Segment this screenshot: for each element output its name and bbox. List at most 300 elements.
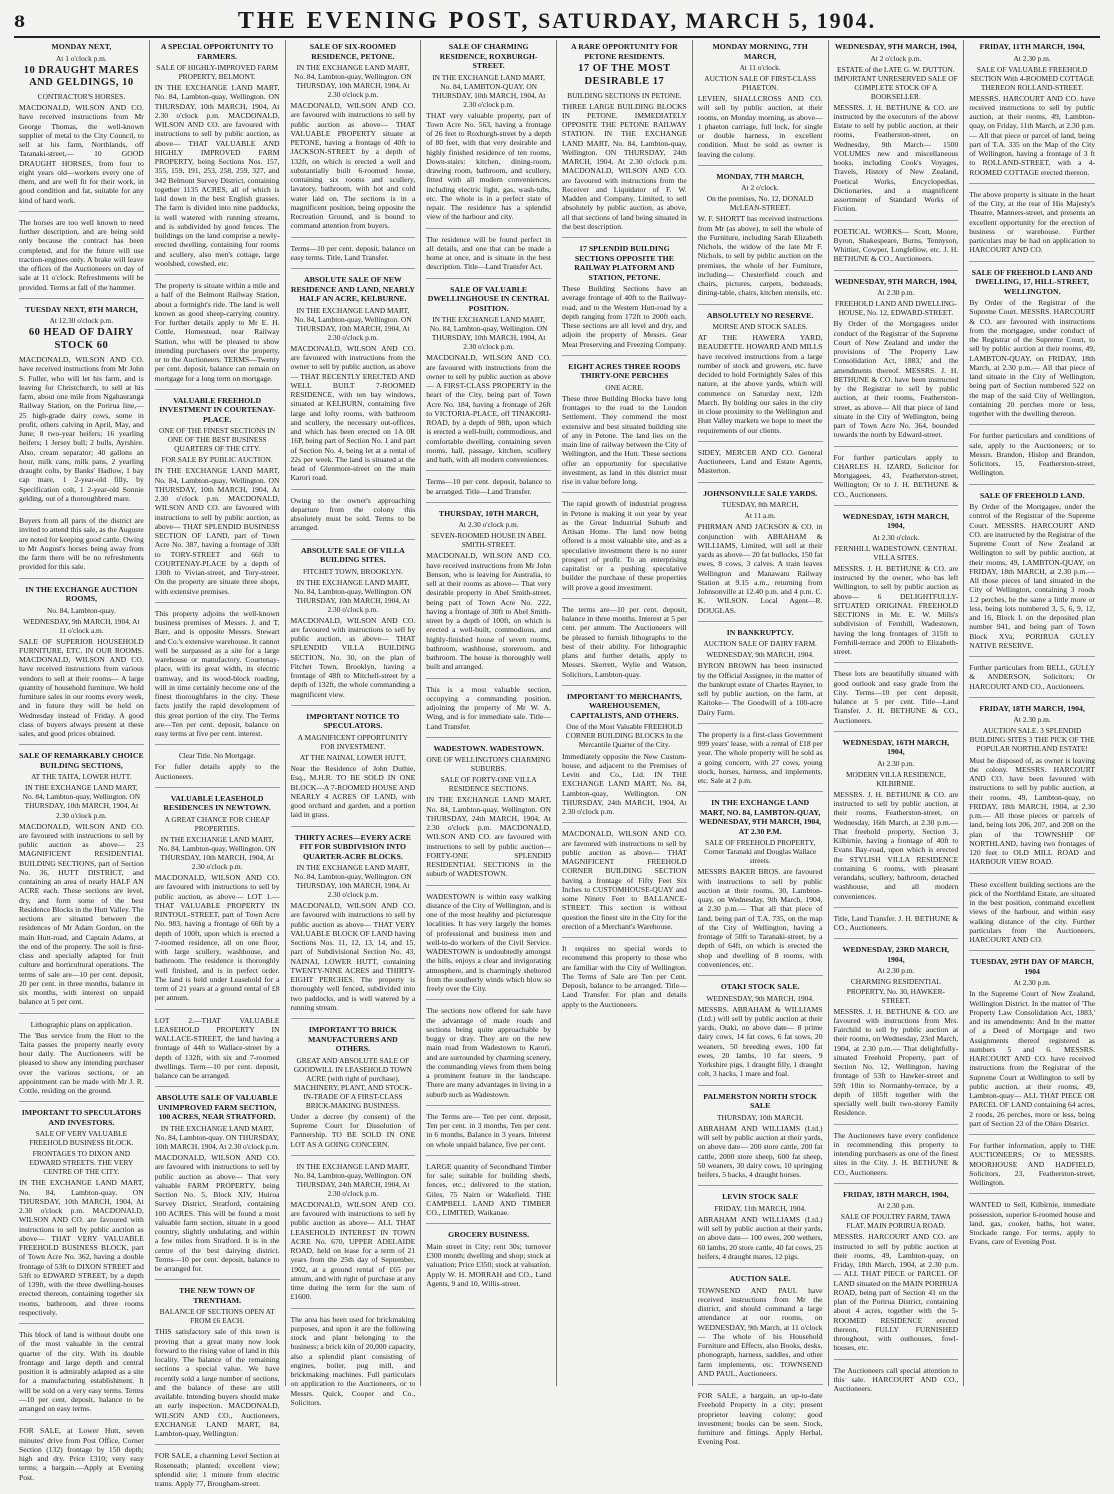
ad-subheading-secondary: On the premises, No. 12, DONALD McLEAN-STREET.: [706, 194, 814, 213]
ad-heading: WEDNESDAY, 16TH MARCH, 1904,: [842, 511, 950, 531]
ad-body: MACDONALD, WILSON AND CO. are favoured with instructions to sell by public auction as above— THAT VERY VALUABLE BLOCK OF LAND having Sections Nos. 11, 12, 13, 14, and 15, part of Subdivisional Section No. 43, NAINAI, LOWER HUTT, containing TWENTY-NINE ACRES and THIRTY-EIGHT PERCHES. The property is thoroughly well fenced, subdivided into two paddocks, and is well watered by a running stream.: [290, 901, 416, 1012]
ad-body: MESSRS. J. H. BETHUNE & CO. are favoured with instructions from Mrs. Fairchild to sell by public auction at their rooms, on Wednesday, 23rd March, 1904, at 2.30 p.m.— That delightfully-situated Freehold Property, part of Section No. 12, Wellington, having frontage of 53ft to Hawker-street and 59ft 10in to Normanby-terrace, by a depth of 105ft together with the specially well built two-storey Family Residence.: [833, 1006, 959, 1118]
advertisement: [834, 1366, 959, 1400]
ad-subheading: AT THE TAITA, LOWER HUTT.: [31, 772, 132, 782]
ad-subheading: At 1 o'clock p.m.: [55, 53, 107, 63]
advertisement: [19, 751, 144, 1013]
advertisement: [698, 489, 823, 622]
advertisement: [562, 362, 687, 494]
advertisement: [969, 704, 1095, 874]
advertisement: [969, 491, 1095, 658]
ad-heading: THURSDAY, 10TH MARCH,: [438, 508, 539, 518]
ad-subheading: Clear Title. No Mortgage.: [178, 751, 256, 761]
ad-body: Must be disposed of, as owner is leaving the colony. MESSRS. HARCOURT AND CO. have been favoured with instructions to sell by public auction, at their rooms, 49, Lambton-quay, on FRIDAY, 18th MARCH, 1904, at 2.30 p.m.— All those pieces or parcels of land, being lots 206, 207, and 208 on the plan of the TOWNSHIP OF NORTHLAND, having two frontages of 120 feet to OLD MILL ROAD and HARBOUR VIEW ROAD.: [969, 755, 1095, 867]
advertisement: [698, 42, 823, 166]
ad-subheading: One of the Most Valuable FREEHOLD CORNER BUILDING BLOCKS In the Mercantile Quarter of the City.: [565, 722, 684, 750]
advertisement: [291, 42, 416, 238]
ad-heading: FRIDAY, 11TH MARCH, 1904,: [979, 42, 1085, 51]
ad-body: The rapid growth of industrial progress in Petone is making it out year by year as the Great Industrial Suburb and Artisan Home. The land now being offered is a most valuable site, and as a speculative investment there is no surer prospect of profit. To an enterprising capitalist or a pushing speculative builder the purchase of these properties will prove a good investment.: [562, 499, 687, 592]
ad-heading: ABSOLUTE SALE OF NEW RESIDENCE AND LAND, NEARLY HALF AN ACRE, KELBURNE.: [290, 275, 415, 304]
ad-body: MESSRS. HARCOURT AND CO. have received instructions to sell by public auction, at their rooms, 49, Lambton-quay, on Friday, 11th March, at 2.30 p.m.— All that piece or parcel of land, being part of T.A. 335 on the Map of the City of Wellington, having a frontage of 3 ft to ROLLAND-STREET, with a 4-ROOMED COTTAGE erected thereon.: [969, 93, 1095, 177]
advertisement: [834, 669, 959, 732]
ad-subheading: GREAT AND ABSOLUTE SALE OF GOODWILL IN LEASEHOLD TOWN ACRE (with right of purchase), MACHINERY, PLANT, AND STOCK-IN-TRADE OF A FIRST-CLASS BRICK-MAKING BUSINESS.: [293, 1055, 413, 1110]
ad-body: It requires no special words to recommend this property to those who are familiar with the City of Wellington. The Terms of Sale are Ten per Cent. Deposit, balance to be arranged. Title—Land Transfer. For plan and details apply to the Auctioneers.: [562, 944, 687, 1009]
ad-body: POETICAL WORKS— Scott, Moore, Byron, Shakespeare, Burns, Tennyson, Whittier, Cowper, Longfellow, etc. J. H. BETHUNE & CO., Auctioneers.: [833, 226, 959, 264]
column-8: [964, 40, 1100, 1386]
advertisement: [834, 914, 959, 940]
advertisement: [969, 1200, 1095, 1252]
ad-body: The terms are—10 per cent. deposit, balance in three months. Interest at 5 per cent. per annum. The Auctioneers will be pleased to furnish lithographs to the best of their ability. For lithographic plans and further details, apply to Messrs. Skerrett, Wylie and Watson, Solicitors, Lambton-quay.: [562, 604, 687, 679]
ad-heading: WEDNESDAY, 16TH MARCH, 1904,: [842, 737, 950, 757]
ad-body: This is a most valuable section, occupying a commanding position, adjoining the property of Mr W. A. Wing, and is for immediate sale. Title—Land Transfer.: [426, 684, 551, 731]
ad-subheading: AUCTION SALE OF DAIRY FARM.: [703, 639, 817, 649]
advertisement: [291, 275, 416, 489]
ad-heading: IN THE EXCHANGE AUCTION ROOMS,: [25, 584, 138, 604]
ad-body: For further particulars and conditions of sale, apply to the Auctioneers; or to Messrs. Brandon, Hislop and Brandon, Solicitors, 15, Featherston-street, Wellington.: [969, 431, 1095, 478]
column-4: [421, 40, 557, 1386]
ad-subheading: A MAGNIFICENT OPPORTUNITY FOR INVESTMENT.: [297, 732, 409, 751]
advertisement: [834, 42, 959, 221]
ad-subheading: FITCHET TOWN, BROOKLYN.: [302, 566, 403, 576]
advertisement: [19, 218, 144, 299]
ad-body: WANTED to Sell, Kilbirnie, immediate possession, superior 6-roomed house and land, gas, cooker, baths, hot water, Stockade range. For terms, apply to Evans, care of Evening Post.: [969, 1200, 1095, 1247]
ad-body: IN THE EXCHANGE LAND MART, No. 84, Lambton-quay, Wellington. ON THURSDAY, 10th MARCH, 1904, At 2.30 o'clock p.m. MACDONALD, WILSON AND CO. are favoured with instructions to sell by public auction, as above— THAT SPLENDID BUSINESS SECTION OF LAND, part of Town Acre No. 387, having a frontage of 33ft to TORY-STREET and 66ft to COURTENAY-PLACE by a depth of 130ft to Vivian-street, and Tory-street. On the property are situate three shops, with extensive premises.: [154, 466, 280, 596]
ad-body: The 'Bus service from the Hutt to the Taita passes the property nearly every hour daily. The Auctioneers will be pleased to show any intending purchaser over the various sections, or an appointment can be made with Mr J. R. Cottle, residing on the ground.: [19, 1030, 144, 1096]
ad-body: This property adjoins the well-known business premises of Messrs. J. and T. Barr, and is opposite Messrs. Stewart and Co.'s extensive warehouse. It cannot well be surpassed as a site for a large warehouse or manufactory. Courtenay-place, with its great width, its electric tramway, and its wood-block roading, will in time certainly become one of the finest thoroughfares in the city. These facts justify the rapid development of this great portion of the city. The Terms are—Ten per cent. deposit, balance on easy terms at five per cent. interest.: [154, 608, 280, 739]
advertisement: [19, 1020, 144, 1103]
ad-body: FOR SALE, a bargain, an up-to-date Freehold Property in a city; present proprietor leaving colony; good investment; books can be seen. Stock, furniture and fittings. Apply Herbal, Evening Post.: [697, 1391, 823, 1447]
advertisement: [834, 277, 959, 447]
ad-body: FOR SALE, at Lower Hutt, seven minutes' drive from Post Office, Corner Section (132) frontage by 150 depth; high and dry. Price £310; very easy terms; a bargain.—Apply at Evening Post.: [19, 1426, 144, 1482]
ad-subheading-secondary: IN THE EXCHANGE LAND MART, No. 84, Lambton-quay, Wellington. ON THURSDAY, 10th MARCH, 1904, At 2.30 o'clock p.m.: [158, 835, 276, 872]
ad-body: MACDONALD, WILSON AND CO. are favoured with instructions to sell by public auction as above— THAT MAGNIFICENT FREEHOLD CORNER BUILDING SECTION having a frontage of Fifty Feet Six Inches to CUSTOMHOUSE-QUAY and some Ninety Feet to BALLANCE-STREET. This section is without question the finest site in the City for the erection of a Merchant's Warehouse.: [562, 829, 687, 931]
ad-body: Buyers from all parts of the district are invited to attend this sale, as the Auguste are noted for keeping good cattle. Owing to Mr August's horses being away from the farm there will be no refreshments provided for this sale.: [19, 516, 144, 572]
ad-subheading-secondary: ESTATE of the LATE G. W. DUTTON. IMPORTANT UNRESERVED SALE OF COMPLETE STOCK OF A BOOKSELLER.: [834, 64, 958, 101]
ad-heading: PALMERSTON NORTH STOCK SALE: [703, 1091, 817, 1111]
ad-subheading: At 2.30 p.m.: [877, 966, 915, 976]
advertisement: [19, 305, 144, 510]
ad-heading: LEVIN STOCK SALE: [722, 1192, 799, 1202]
ad-subheading-secondary: IN THE EXCHANGE LAND MART, No. 84, Lambton-quay, Wellington. ON THURSDAY, 24th MARCH, 1904, At 2.30 o'clock p.m.: [294, 1161, 412, 1198]
ad-heading: IMPORTANT TO BRICK MANUFACTURERS AND OTHERS.: [308, 1025, 398, 1054]
advertisement: [155, 396, 280, 603]
ad-body: LEVIEN, SHALLCROSS AND CO. will sell by public auction, at their rooms, on Monday morning, as above— 1 phaeton carriage, full lock, for single or double harness, in excellent condition. Must be sold as owner is leaving the colony.: [697, 94, 823, 159]
ad-subheading: At 2 o'clock p.m.: [870, 53, 922, 63]
ad-subheading: At 2.30 p.m.: [1013, 978, 1051, 988]
ad-body: MACDONALD, WILSON AND CO. are favoured with instructions to sell by public auction as above— THAT VALUABLE PROPERTY situate at PETONE, having a frontage of 40ft to JACKSON-STREET by a depth of 132ft, on which is erected a well and substantially built 6-roomed house, containing six rooms and scullery, lavatory, bathroom, with hot and cold water laid on. The sections is in a magnificent position, being opposite the Recreation Ground, and is bound to command attention from buyers.: [290, 101, 416, 231]
advertisement: [969, 880, 1095, 952]
ad-subheading-secondary: IN THE EXCHANGE LAND MART, No. 84, LAMBTON-QUAY. ON THURSDAY, 10th MARCH, 1904, At 2.30 o'clock p.m.: [431, 72, 546, 109]
advertisement: [155, 1451, 280, 1494]
ad-heading: SALE OF VALUABLE DWELLINGHOUSE IN CENTRAL POSITION.: [427, 284, 550, 313]
ad-body: These lots are beautifully situated with good outlook and easy grade from the City. Terms—10 per cent deposit, balance at 5 per cent. Title—Land Transfer. J. H. BETHUNE & CO., Auctioneers.: [833, 669, 959, 725]
advertisement: [698, 1391, 823, 1453]
advertisement: [969, 268, 1095, 426]
ad-subheading-secondary: At 11 a.m.: [744, 511, 776, 521]
ad-display-line: 10 DRAUGHT MARES AND GELDINGS, 10: [23, 64, 139, 89]
ad-subheading-secondary: CHARMING RESIDENTIAL PROPERTY, No. 30, HAWKER-STREET.: [846, 977, 945, 1005]
ad-body: THIS satisfactory sale of this town is proving that a great many now look forward to the rising value of land in this locality. The balance of the remaining sections a special value. We have recently sold a large number of sections, and the balance of these are still available. Intending buyers should make an early inspection. MACDONALD, WILSON AND CO., Auctioneers, EXCHANGE LAND MART, 84, Lambton-quay, Wellington.: [154, 1327, 280, 1439]
ad-subheading-secondary: FOR SALE BY PUBLIC AUCTION.: [161, 455, 273, 465]
ad-subheading: At 12.30 o'clock p.m.: [49, 316, 114, 326]
ad-body: Immediately opposite the New Custom-house, and adjacent to the Premises of Levin and Co., Ltd. IN THE EXCHANGE LAND MART, No. 84, Lambton-quay, Wellington. ON THURSDAY, 24th MARCH, 1904, At 2.30 o'clock p.m.: [562, 751, 687, 816]
ad-subheading-secondary: FREEHOLD LAND AND DWELLING-HOUSE, No. 12, EDWARD-STREET.: [835, 299, 957, 318]
advertisement: [155, 1093, 280, 1280]
ad-heading: VALUABLE LEASEHOLD RESIDENCES IN NEWTOWN.: [163, 793, 271, 813]
ad-body: The horses are too well known to need further description, and are being sold only because the contract has been completed, and for the future will use traction-engines only. A brake will leave the offices of the Auctioneers on day of sale at 11 o'clock. Refreshments will be provided. Terms at fall of the hammer.: [19, 217, 144, 292]
ad-subheading: At 2 o'clock.: [741, 183, 779, 193]
ad-subheading-secondary: WEDNESDAY, 9th MARCH, 1904, At 11 o'clock a.m.: [23, 616, 140, 635]
advertisement: [291, 546, 416, 706]
ad-subheading-secondary: ONE ACRE.: [605, 382, 644, 392]
ad-body: These Building Sections have an average frontage of 40ft to the Railway-road, and to the Western Hutt-road by a depth ranging from 172ft to 200ft each. These sections are all level and dry, and adjoin the property of Messrs. Gear Meat Preserving and Freezing Company.: [562, 284, 687, 349]
ad-subheading: At 2.30 p.m.: [877, 758, 915, 768]
advertisement: [698, 730, 823, 793]
ad-subheading-secondary: IN THE EXCHANGE LAND MART, No. 84, Lambton-quay, Wellington. ON THURSDAY, 10th MARCH, 1904, At 2.30 o'clock p.m.: [294, 577, 412, 614]
ad-body: The area has been used for brickmaking purposes, and upon it are the following stock and plant belonging to the business; a brick kiln of 20,000 capacity, also a splendid plant consisting of engines, boiler, pug mill, and brickmaking machines. Full particulars on application to the Auctioneers, or to Messrs. Quick, Cooper and Co., Solicitors.: [290, 1314, 416, 1407]
ad-body: MACDONALD, WILSON AND CO. are favoured with instructions to sell by public auction, as above— THAT SPLENDID VILLA BUILDING SECTION, No. 30, on the plan of Fitchet Town, Brooklyn, having a frontage of 48ft to Mitchell-street by a depth of 132ft, the whole commanding a magnificent view.: [290, 615, 416, 699]
advertisement: [562, 499, 687, 599]
advertisement: [426, 235, 551, 279]
ad-heading: MONDAY NEXT,: [51, 42, 112, 51]
ad-heading: AUCTION SALE.: [729, 1274, 791, 1284]
ad-body: SIDEY, MERCER AND CO. General Auctioneers, Land and Estate Agents, Masterton.: [697, 447, 823, 476]
ad-heading: IMPORTANT TO SPECULATORS AND INVESTORS.: [21, 1108, 142, 1127]
advertisement: [19, 1108, 144, 1324]
ad-heading: OTAKI STOCK SALE.: [720, 982, 800, 992]
ad-body: AT THE HAWERA YARD, BEAUDETTE. HOWARD AND MILLS have received instructions from a large number of stock and growers, etc. have decided to hold Fortnightly Sales of this nature, at the above yards, which will commence on Saturday next, 12th March. By holding our sales in the city in close proximity to the Wellington and Hutt Valley markets we hope to meet the requirements of our clients.: [697, 333, 823, 435]
ad-body: For fuller details apply to the Auctioneers.: [154, 762, 280, 781]
ad-subheading-secondary: AUCTION SALE OF FIRST-CLASS PHAETON.: [704, 74, 816, 93]
advertisement: [834, 1131, 959, 1184]
ad-body: LARGE quantity of Secondhand Timber for sale; suitable for building sheds, fences, etc.; delivered to the station, Giles, 75 Nairn or Wakefield. THE CAMPBELL LAND AND TIMBER CO., LIMITED, Waikanae.: [426, 1161, 551, 1218]
ad-body: MACDONALD, WILSON AND CO. are favoured with instructions to sell by public auction, as above— LOT 1.—THAT VALUABLE PROPERTY IN RINTOUL-STREET, part of Town Acre No. 983, having a frontage of 66ft by a depth of 100ft, upon which is erected a 7-roomed residence, all on one floor, with large scullery, washhouse, and bathroom. The residence is thoroughly well finished, and is in perfect order. The land is held under Leasehold for a term of 21 years at a ground rental of £8 per annum.: [154, 873, 280, 1003]
ad-subheading-secondary: MODERN VILLA RESIDENCE, KILBIRNIE.: [845, 769, 946, 788]
ad-body: BYRON BROWN has been instructed by the Official Assignee, in the matter of the bankrupt estate of Charles Rayner, to sell by public auction, on the farm, at Kaitoke— The Goodwill of a 100-acre Dairy Farm.: [697, 661, 823, 717]
ad-body: IN THE EXCHANGE LAND MART, No. 84, Lambton-quay. ON THURSDAY, 10th MARCH, 1904, At 2.30 o'clock p.m. MACDONALD, WILSON AND CO. are favoured with instructions to sell by public auction as above— THAT VERY VALUABLE FREEHOLD BUSINESS BLOCK, part of Town Acre No. 362, having a double frontage of 53ft to DIXON STREET and 53ft to EDWARD STREET, by a depth of 139ft, with the three dwelling-houses erected thereon, containing together six rooms, bathroom, and three rooms respectively.: [19, 1178, 144, 1317]
ad-subheading-secondary: SALE OF FREEHOLD PROPERTY, Corner Taranaki and Douglas Wallace streets.: [703, 838, 817, 866]
advertisement: [698, 1192, 823, 1268]
ad-body: Terms—10 per cent. deposit, balance on easy terms. Title, Land Transfer.: [290, 243, 416, 262]
ad-body: THREE LARGE BUILDING BLOCKS IN PETONE. IMMEDIATELY OPPOSITE THE PETONE RAILWAY STATION. IN THE EXCHANGE LAND MART, No. 84, Lambton-quay, Wellington. ON THURSDAY, 24th MARCH, 1904, At 2.30 o'clock p.m. MACDONALD, WILSON AND CO. are favoured with instructions from the Receiver and Liquidator of F. W. Madden and Company, Limited, to sell absolutely by public auction, as above, all that sections of land being situated in the best description.: [562, 101, 687, 231]
advertisement: [155, 42, 280, 275]
advertisement: [426, 1112, 551, 1156]
page-number: 8: [14, 11, 26, 31]
ad-body: IN THE EXCHANGE LAND MART, No. 84, Lambton-quay, Wellington. ON THURSDAY, 10th MARCH, 1904, At 2.30 o'clock p.m. MACDONALD, WILSON AND CO. are favoured with instructions to sell by public auction, as above— THAT VALUABLE AND HIGHLY IMPROVED FARM PROPERTY, being Sections Nos. 157, 355, 159, 191, 253, 258, 259, 327, and 342 Belmont Survey District, containing together 1135 ACRES, all of which is laid down in the best English grasses. The farm is divided into nine paddocks, is well watered with running streams, and is subdivided by good fences. The buildings on the land comprise a newly-erected dwelling, containing four rooms and scullery, also men's cottage, large woolshed, cowshed, etc.: [154, 83, 280, 268]
ad-body: MESSRS BAKER BROS. are favoured with instructions to sell by public auction at their rooms, 30, Lambton-quay, on Wednesday, 9th March, 1904, at 2.30 p.m.— That all that piece of land, being part of T.A. 735, on the map of the City of Wellington, having a frontage of 50ft to Taranaki-street, by a depth of 64ft, on which is erected the shop and dwelling of 8 rooms, with conveniences, etc.: [697, 867, 823, 969]
ad-body: The Terms are— Ten per cent. deposit, Ten per cent. in 3 months, Ten per cent. in 6 months, Balance in 3 years. Interest on whole unpaid balance, five per cent.: [426, 1111, 551, 1149]
advertisement: [698, 1092, 823, 1187]
ad-display-line: 60 HEAD OF DAIRY STOCK 60: [28, 327, 134, 352]
ad-body: MACDONALD, WILSON AND CO. are favoured with instructions to sell by public auction as above— 23 MAGNIFICENT RESIDENTIAL BUILDING SECTIONS, part of Section No. 36, HUTT DISTRICT, and containing an area of nearly HALF AN ACRE each. These sections are level, dry, and form some of the best Residence Blocks in the Hutt Valley. The sections are situated between the residences of Mr Adam Gordon, on the main Hutt-road, and Captain Adams, at the end of the property. The soil is first-class and specially adapted for fruit culture and horticultural operations. The terms of sale are—10 per cent. deposit, 20 per cent. in three months, balance in six months, with interest on unpaid balance at 5 per cent.: [19, 821, 144, 1007]
ad-subheading: TUESDAY, 8th MARCH,: [721, 500, 799, 510]
ad-heading: IN BANKRUPTCY.: [726, 627, 794, 637]
advertisement: [426, 285, 551, 472]
ad-subheading: FRIDAY, 11th MARCH, 1904.: [714, 1203, 806, 1213]
ad-heading: MONDAY MORNING, 7TH MARCH,: [712, 42, 808, 61]
ad-subheading: At 2.30 p.m.: [1013, 53, 1051, 63]
column-2: [150, 40, 286, 1489]
advertisement: [19, 585, 144, 746]
advertisement: [698, 628, 823, 724]
ad-heading: WADESTOWN. WADESTOWN.: [433, 743, 544, 753]
ad-heading: SALE OF SIX-ROOMED RESIDENCE, PETONE.: [309, 42, 397, 61]
ad-body: Further particulars from BELL, GULLY & ANDERSON, Solicitors; Or HARCOURT AND CO., Auctioneers.: [969, 663, 1095, 691]
ad-heading: A RARE OPPORTUNITY FOR PETONE RESIDENTS.: [571, 42, 678, 61]
ad-body: The Auctioneers call special attention to this sale. HARCOURT AND CO., Auctioneers.: [833, 1365, 959, 1394]
ad-body: WADESTOWN is within easy walking distance of the City of Wellington, and is one of the most healthy and picturesque localities. It has very largely the homes of professional and business men and well-to-do workers of the Civil Service. WADESTOWN is undoubtedly amongst the hills, enjoys a clear and invigorating atmosphere, and is charmingly sheltered from the southerly winds which blow so freely over the City.: [426, 891, 551, 994]
ad-body: MACDONALD, WILSON AND CO. are favoured with instructions to sell by public auction as above— That very valuable FARM PROPERTY, being Section No. 5, Block XIV, Huiroa Survey District, Stratford, containing 100 ACRES. This will be found a most valuable farm section, situate in a good country, slightly undulating, and within a few miles from Stratford. It is in the centre of the best dairying district. Terms—10 per cent. deposit, balance to be arranged for.: [154, 1153, 280, 1273]
advertisement: [426, 892, 551, 1001]
column-1: [14, 40, 150, 1482]
ad-body: By Order of the Mortgagees under conduct of the Registrar of the Supreme Court of New Zealand and under the provisions of 'The Property Law Consolidation Act, 1883,' and the amendments thereof. MESSRS. J. H. BETHUNE & CO. have been instructed by the Registrar to sell by public auction, at their rooms, Featherston-street, as above— All that piece of land situate in the City of Wellington, being part of Town Acre No. 364, bounded towards the north by Edward-street.: [833, 319, 959, 440]
ad-subheading-secondary: IN THE EXCHANGE LAND MART, No. 84, Lambton-quay, Wellington. ON THURSDAY, 10th MARCH, 1904, At 2.30 o'clock p.m.: [294, 863, 412, 900]
masthead: [14, 6, 1100, 38]
ad-subheading-secondary: FRONTAGES TO DIXON AND EDWARD STREETS. THE VERY CENTRE OF THE CITY.: [29, 1149, 134, 1177]
ad-heading: JOHNSONVILLE SALE YARDS.: [703, 488, 818, 498]
ad-body: MESSRS. J. H. BETHUNE & CO. are instructed to sell by public auction, at their rooms, Featherston-street, on Wednesday, 16th March, at 2.30 p.m.— That freehold property, Section 3, Kilbirnie, having a frontage of 40ft to Evans Bay-road, upon which is erected the STYLISH VILLA RESIDENCE containing 6 rooms, with pleasant verandahs, scullery, bathroom, detached washhouse, and all modern conveniences.: [833, 789, 959, 901]
advertisement: [834, 227, 959, 271]
advertisement: [291, 833, 416, 1020]
advertisement: [562, 42, 687, 238]
advertisement: [291, 1315, 416, 1414]
advertisement: [291, 1025, 416, 1156]
ad-body: ABRAHAM AND WILLIAMS (Ltd.) will sell by public auction at their yards, on above date— 100 ewes, 200 wethers, 60 lambs, 20 store cattle, 40 fat cows, 25 heifers, 4 draught mares, 12 pigs.: [697, 1214, 823, 1261]
ad-heading: SALE OF FREEHOLD LAND.: [979, 490, 1085, 500]
ad-heading: WEDNESDAY, 9TH MARCH, 1904,: [834, 276, 957, 286]
advertisement: [291, 244, 416, 270]
ad-body: MACDONALD, WILSON AND CO. have received instructions from Mr George Thomas, the well-known supplier of metal to the City Council, to sell at his farm, Northlands, off Taranaki-street,— 10 GOOD DRAUGHT HORSES, from four to eight years old—workers every one of them, and are well fit for their work, in good condition and fat, suitable for any kind of hard work.: [19, 103, 144, 205]
advertisement: [426, 744, 551, 886]
ad-body: The Auctioneers have every confidence in recommending this property to intending purchasers as one of the finest sites in the City. J. H. BETHUNE & CO., Auctioneers.: [833, 1130, 959, 1177]
ad-body: The sections now offered for sale have the advantage of made roads and sections being quite approachable by buggy or dray. They are on the new main road from Wadestown to Karori, and are surrounded by charming scenery, the commanding views from them being a prominent feature in the landscape. There are many advantages in living in a suburb such as Wadestown.: [426, 1006, 552, 1099]
ad-body: MESSRS. J. H. BETHUNE & CO. are instructed by the executors of the above Estate to sell by public auction, at their rooms, Featherston-street, on Wednesday, 9th March— 1500 VOLUMES new and miscellaneous books, including Cook's Voyages, Travels, History of New Zealand, Poetical Works, Encyclopedias, Dictionaries, and a magnificent assortment of Standard Works of Fiction.: [833, 102, 959, 214]
ad-body: These three Building Blocks have long frontages to the road to the Loudon Settlement. They commend the most extensive and best situated building site of any in Petone. The land lies on the main line of railway between the City of Wellington, and the Hutt. These sections offer an opportunity for speculative investment, as land in this district must rise in value before long.: [562, 393, 687, 487]
ad-body: MACDONALD, WILSON AND CO. are favoured with instructions from the owner to sell by public auction, as above— THAT RECENTLY ERECTED AND WELL BUILT 7-ROOMED RESIDENCE, with ten bay windows, situated at KELBURN, containing five large and lofty rooms, with bathroom and scullery, the necessary out-offices, and which has been erected on 1A 0R 16P, being part of Section No. 1 and part of Section No. 4, being let at a rental of 22s per week. The land is situated at the head of Glenmore-street on the main Karori road.: [290, 343, 416, 483]
advertisement: [969, 663, 1095, 698]
ad-heading: THE NEW TOWN OF TRENTHAM.: [179, 1286, 256, 1305]
ad-heading: THIRTY ACRES—EVERY ACRE FIT FOR SUBDIVISION INTO QUARTER-ACRE BLOCKS.: [294, 832, 412, 861]
advertisement: [426, 1006, 551, 1106]
ad-subheading-secondary: IN THE EXCHANGE LAND MART, No. 84, Lambton-quay, Wellington. ON THURSDAY, 10th MARCH, 1904, At 2.30 o'clock p.m.: [22, 783, 141, 820]
advertisement: [291, 496, 416, 540]
ad-body: Under a decree (by consent) of the Supreme Court for Dissolution of Partnership. TO BE SOLD IN ONE LOT AS A GOING CONCERN.: [290, 1111, 416, 1149]
ad-subheading: SALE OF VERY VALUABLE FREEHOLD BUSINESS BLOCK.: [29, 1129, 134, 1148]
ad-subheading-secondary: IN THE EXCHANGE LAND MART, No. 84, Lambton-quay, Wellington. ON THURSDAY, 10th MARCH, 1904, At 2.30 o'clock p.m.: [294, 305, 412, 342]
advertisement: [698, 172, 823, 305]
ad-heading: ABSOLUTE SALE OF VILLA BUILDING SITES.: [300, 545, 405, 564]
ad-subheading-secondary: SALE OF HIGHLY-IMPROVED FARM PROPERTY, BELMONT.: [156, 63, 278, 82]
ad-body: IN THE EXCHANGE LAND MART, No. 84, Lambton-quay, Wellington. ON THURSDAY, 24th MARCH, 1904, At 2.30 o'clock p.m. MACDONALD, WILSON AND CO. are favoured with instructions to sell by public auction— FORTY-ONE SPLENDID RESIDENTIAL SECTIONS in the suburb of WADESTOWN.: [426, 795, 551, 879]
ad-subheading: THURSDAY, 10th MARCH.: [717, 1112, 804, 1122]
ad-body: For further particulars apply to CHARLES H. IZARD, Solicitor for Mortgagees, 43, Featherston-street, Wellington; Or to J. H. BETHUNE & CO., Auctioneers.: [833, 452, 959, 499]
ad-heading: EIGHT ACRES THREE ROODS THIRTY-ONE PERCHES: [568, 361, 681, 381]
advertisement: [969, 42, 1095, 184]
ad-heading: SALE OF REMARKABLY CHOICE BUILDING SECTIONS,: [19, 751, 144, 770]
ad-heading: A SPECIAL OPPORTUNITY TO FARMERS.: [160, 42, 274, 61]
ad-heading: SALE OF CHARMING RESIDENCE, ROXBURGH-STREET.: [439, 42, 538, 70]
ad-heading: 17 SPLENDID BUILDING SECTIONS OPPOSITE THE RAILWAY PLATFORM AND STATION, PETONE.: [574, 244, 675, 282]
advertisement: [562, 692, 687, 823]
ad-subheading-secondary: SEVEN-ROOMED HOUSE IN ABEL SMITH-STREET.: [431, 531, 547, 550]
ad-body: TOWNSEND AND PAUL have received instructions from Mr the district, and should command a large attendance at our rooms, on WEDNESDAY, 9th March, at 11 o'clock— The whole of his Household Furniture and Effects, also Books, desks, phonograph, harness, saddles, and other farm implements, etc. TOWNSEND AND PAUL, Auctioneers.: [697, 1285, 823, 1378]
advertisement: [969, 190, 1095, 262]
advertisement: [969, 957, 1095, 1135]
ad-subheading-secondary: BUILDING SECTIONS IN PETONE.: [567, 90, 682, 100]
ad-subheading-secondary: SALE OF FORTY-ONE VILLA RESIDENCE SECTIONS.: [440, 775, 537, 794]
ad-body: FOR SALE, a charming Level Section at Roseneath; planted; excellent view; splendid site; 1 minute from electric trams. Apply 77, Brougham-street.: [154, 1451, 280, 1489]
advertisement: [19, 516, 144, 579]
advertisement: [155, 281, 280, 390]
ad-subheading: At 2.30 o'clock p.m.: [458, 520, 519, 530]
ad-subheading: At 2.30 p.m.: [877, 1201, 915, 1211]
column-3: [286, 40, 422, 1407]
ad-body: THAT very valuable property, part of Town Acre No. 563, having a frontage of 26 feet to Roxburgh-street by a depth of 80 feet, with that very desirable and highly finished residence of ten rooms, Down-stairs: kitchen, dining-room, drawing room, bathroom, and scullery, fitted with all modern conveniences, including electric light, gas, wash-tubs, etc. The whole is in a perfect state of repair. The residence has a splendid view of the harbour and city.: [426, 110, 551, 222]
ad-subheading: BALANCE OF SECTIONS OPEN AT FROM £6 EACH.: [159, 1307, 275, 1326]
ad-body: MACDONALD, WILSON AND CO. are favoured with instructions to sell by public auction as above— ALL THAT LEASEHOLD INTEREST IN TOWN ACRE No. 670, UPPER ADELAIDE ROAD, held on lease for a term of 21 years from the 25th day of September, 1902, at a ground rental of £65 per annum, and with right of purchase at any time during the term for the sum of £1600.: [290, 1199, 416, 1302]
ad-subheading-secondary: AT THE NAINAI, LOWER HUTT,: [299, 752, 406, 762]
ad-body: Near the Residence of John Duthie, Esq., M.H.R. TO BE SOLD IN ONE BLOCK—A 7-ROOMED HOUSE AND NEARLY 4 ACRES OF LAND, with good orchard and garden, and a portion laid in grass.: [290, 764, 416, 820]
masthead-title: [54, 8, 1060, 35]
ad-heading: VALUABLE FREEHOLD INVESTMENT IN COURTENAY-PLACE.: [159, 395, 276, 424]
advertisement: [562, 829, 687, 938]
ad-subheading: ONE OF THE FINEST SECTIONS IN ONE OF THE BEST BUSINESS QUARTERS OF THE CITY.: [159, 426, 276, 454]
ad-subheading-secondary: MORSE AND STOCK SALES.: [712, 322, 808, 332]
ad-heading: WEDNESDAY, 23RD MARCH, 1904,: [842, 945, 950, 964]
ad-body: W. F. SHORTT has received instructions from Mr (as above), to sell the whole of the Furniture, including Sarah Elizabeth Nichols, the widow of the late Mr F. Nichols, to sell by public auction on the premises, the whole of her Furniture, including— Chesterfield couch and chairs, pictures, carpets, bedsteads, dining-table, chairs, kitchen utensils, etc.: [697, 214, 823, 298]
ad-subheading: No. 84, Lambton-quay.: [47, 605, 116, 615]
ad-subheading-secondary: WEDNESDAY, 9th MARCH, 1904.: [706, 650, 814, 660]
ad-body: For further information, apply to THE AUCTIONEERS; Or to MESSRS. MOORHOUSE AND HADFIELD, Solicitors, 23, Featherston-street, Wellington.: [969, 1141, 1095, 1188]
advertisement: [155, 609, 280, 746]
ad-subheading: A GREAT CHANCE FOR CHEAP PROPERTIES.: [164, 814, 270, 833]
ad-body: Owing to the owner's approaching departure from the colony this absolutely must be sold. Terms to be arranged.: [290, 495, 416, 533]
ad-body: This block of land is without doubt one of the most valuable in the central quarter of the city. With its double frontage and large depth and central position it is admirably adapted as a site for a manufacturing establishment. It will be sold on a very easy terms. Terms—10 per cent. deposit, balance to be arranged on easy terms.: [19, 1330, 144, 1414]
advertisement: [834, 738, 959, 908]
ad-body: LOT 2.—THAT VALUABLE LEASEHOLD PROPERTY IN WALLACE-STREET, the land having a frontage of 44ft to Wallace-street by a depth of 132ft, with six and 7-roomed dwellings. Term—10 per cent. deposit, balance can be arranged.: [154, 1015, 280, 1081]
advertisement: [155, 1016, 280, 1088]
ad-body: These excellent building sections are the pick of the Northland Estate, are situated in the best position, command excellent views of the harbour, and within easy walking distance of the city. Further particulars from the Auctioneers, HARCOURT AND CO.: [969, 879, 1095, 944]
advertisement: [155, 794, 280, 1010]
advertisement: [19, 42, 144, 212]
ad-subheading-secondary: IN THE EXCHANGE LAND MART, No. 84, Lambton-quay. ON THURSDAY, 10th MARCH, 1904, At 2.30 o'clock p.m.: [155, 1123, 280, 1151]
advertisement: [698, 311, 823, 442]
ad-subheading-secondary: CONTRACTOR'S HORSES.: [37, 92, 126, 102]
ad-subheading: WEDNESDAY, 9th MARCH, 1904.: [706, 993, 814, 1003]
ad-heading: FRIDAY, 18TH MARCH, 1904,: [843, 1189, 949, 1199]
advertisement: [698, 448, 823, 483]
column-7: [829, 40, 965, 1394]
advertisement: [426, 1230, 551, 1294]
ad-heading: ABSOLUTELY NO RESERVE.: [706, 310, 814, 320]
ad-subheading: At 2.30 p.m.: [1013, 715, 1051, 725]
ad-body: PHIRMAN AND JACKSON & CO. in conjunction with ABRAHAM & WILLIAMS, Limited, will sell at their yards as above— 20 fat bullocks, 150 fat ewes, 8 cows, 3 calves. A train leaves Wellington and Manawatu Railway Station at 9.15 a.m., returning from Johnsonville at 12.40 p.m. and 4 p.m. C. K. WILSON. Local Agent—R. DOUGLAS.: [697, 522, 823, 615]
classified-columns: [14, 40, 1100, 1489]
ad-heading: WEDNESDAY, 9TH MARCH, 1904,: [834, 42, 957, 51]
advertisement: [562, 944, 687, 1015]
ad-body: The property is a first-class Government 999 years' lease, with a rental of £18 per year. The whole property will be sold as a going concern, with 27 cows, young stock, horses, harness, and implements, etc. Sale at 2 p.m.: [697, 729, 823, 786]
advertisement: [834, 512, 959, 664]
ad-heading: TUESDAY NEXT, 8TH MARCH,: [25, 304, 138, 314]
ad-subheading-secondary: FERNHILL WADESTOWN. CENTRAL VILLA SITES.: [834, 543, 958, 562]
column-5: [557, 40, 693, 1386]
ad-subheading-secondary: IN THE EXCHANGE LAND MART, No. 84, Lambton-quay, Wellington. ON THURSDAY, 10th MARCH, 1904, At 2.30 o'clock p.m.: [294, 63, 412, 100]
advertisement: [19, 1426, 144, 1488]
ad-subheading: ONE OF WELLINGTON'S CHARMING SUBURBS.: [426, 755, 551, 774]
ad-body: MESSRS. HARCOURT AND CO. are instructed to sell by public auction at their rooms, 49, Lambton-quay, on Friday, 18th March, 1904, at 2.30 p.m.— ALL THAT PIECE or PARCEL OF LAND situated on the MAIN PORIRUA ROAD, being part of Section 41 on the plan of the Porirua District, containing about 4 acres, together with the 5-ROOMED RESIDENCE erected thereon, FULLY FURNISHED throughout, with outhouses, fowl-houses, etc.: [833, 1232, 959, 1353]
advertisement: [155, 1286, 280, 1445]
ad-subheading-secondary: SALE OF POULTRY FARM, TAWA FLAT. MAIN PORIRUA ROAD.: [840, 1212, 952, 1231]
advertisement: [155, 751, 280, 788]
ad-body: MACDONALD, WILSON AND CO. have received instructions from Mr John S. Fuller, who will let his farm, and is leaving for Christchurch, to sell at his farm, about one mile from Ngahauranga Railway Station, on the Porirua line,— 25 high-grade dairy cows, some in profit, others calving in April, May, and June; 8 two-year heifers; 16 yearling heifers; 1 Jersey bull; 2 bulls, Ayrshire. Also, cream separator; 40 gallons an hour, milk cans, milk pans, 2 yearling draught colts, by Banks' Hadlow, 1 bay cap mare, 1 2-year-old filly, by Specification colt, 1 2-year-old Sonnie gelding, out of a thoroughbred mare.: [19, 355, 144, 503]
ad-body: By Order of the Mortgagee, under the control of the Registrar of the Supreme Court. MESSRS. HARCOURT AND CO. are instructed by the Registrar of the Supreme Court of New Zealand at Wellington to sell by public auction, at their rooms, 49, LAMBTON-QUAY, on FRIDAY, 18th MARCH, at 2.30 p.m.— All those pieces of land situated in the City of Wellington, containing 3 roods 1.2 perches, be the same a little more or less, being lots numbered 3, 5, 6, 9, 12, and 16, Block I. on the deposited plan number 941, and being part of Town Block XVa, PORIRUA GULLY NATIVE RESERVE.: [969, 502, 1095, 650]
ad-display-line: 17 OF THE MOST DESIRABLE 17: [578, 63, 671, 87]
advertisement: [969, 431, 1095, 484]
advertisement: [426, 509, 551, 679]
ad-heading: GROCERY BUSINESS.: [448, 1230, 530, 1240]
ad-heading: IN THE EXCHANGE LAND MART, NO. 84, LAMBTON-QUAY, WEDNESDAY, 9TH MARCH, 1904, AT 2.30 P.M.: [699, 798, 822, 836]
ad-subheading-secondary: IN THE EXCHANGE LAND MART, No. 84, Lambton-quay, Wellington. ON THURSDAY, 10th MARCH, 1904, At 2.30 o'clock p.m.: [429, 315, 548, 352]
ad-body: The property is situate within a mile and a half of the Belmont Railway Station, about a fortnight's ride. The land is well known as good sheep-carrying country. For further details apply to Mr E. H. Cottle, Homestead, near Railway Station, who will be pleased to show intending purchasers over the property, or to the Auctioneers. TERMS—Twenty per cent. deposit, balance can remain on mortgage for a long term on mortgage.: [154, 281, 280, 383]
advertisement: [291, 1162, 416, 1309]
ad-subheading: At 2.30 p.m.: [877, 288, 915, 298]
advertisement: [562, 244, 687, 356]
ad-body: By Order of the Registrar of the Supreme Court. MESSRS. HARCOURT & CO. are favoured with instructions from the mortgagee, under conduct of the Registrar of the Supreme Court, to sell by public auction at their rooms, 49, LAMBTON-QUAY, on FRIDAY, 18th March, at 2.30 p.m.— All that piece of land situate in the City of Wellington, being part of Section numbered 522 on the map of the said City of Wellington, containing 20 perches more or less, together with the dwelling thereon.: [969, 298, 1095, 419]
ad-heading: MONDAY, 7TH MARCH,: [716, 171, 805, 181]
ad-subheading: At 11 o'clock.: [739, 63, 781, 72]
ad-heading: FRIDAY, 18TH MARCH, 1904,: [979, 703, 1085, 713]
ad-heading: IMPORTANT NOTICE TO SPECULATORS.: [306, 711, 400, 731]
advertisement: [426, 477, 551, 503]
ad-heading: TUESDAY, 29TH DAY OF MARCH, 1904: [970, 957, 1094, 976]
ad-body: MACDONALD, WILSON AND CO. have received instructions from Mr John Benson, who is leaving for Australia, to sell at their rooms as above— That very desirable property in Abel Smith-street, being part of Town Acre No. 222, having a frontage of 30ft to Abel Smith-street by a depth of 100ft, on which is erected a well-built, commodious, and highly-finished house of seven rooms, bathroom, washhouse, storeroom, and bathroom. The house is thoroughly well built and arranged.: [426, 551, 551, 672]
ad-body: The above property is situate in the heart of the City, at the rear of His Majesty's Theatre, Manners-street, and presents an excellent opportunity for the erection of business or warehouse. Further particulars may be had on application to HARCOURT AND CO.: [969, 189, 1095, 255]
advertisement: [834, 453, 959, 506]
ad-subheading: Lithographic plans on application.: [30, 1019, 133, 1029]
ad-subheading-secondary: SALE OF VALUABLE FREEHOLD SECTION With 4-ROOMED COTTAGE THEREON ROLLAND-STREET.: [970, 64, 1094, 92]
ad-body: Main street in City; rent 30s; turnover £300 month; dwelling and shop; stock at valuation; Price £350; stock at valuation. Apply W. H. MORRAH and CO., Land Agents, 9 and 10, Willis-street.: [426, 1241, 551, 1288]
advertisement: [698, 1274, 823, 1385]
advertisement: [426, 42, 551, 229]
advertisement: [19, 1330, 144, 1420]
ad-heading: SALE OF FREEHOLD LAND AND DWELLING, 17, HILL-STREET, WELLINGTON.: [971, 267, 1093, 296]
ad-body: Title, Land Transfer. J. H. BETHUNE & CO., Auctioneers.: [833, 913, 959, 933]
ad-body: MESSRS. J. H. BETHUNE & CO. are instructed by the owner, who has left Wellington, to sell by public auction as above— 6 DELIGHTFULLY-SITUATED ORIGINAL FREEHOLD SECTIONS in Mr. E. W. Mills's subdivision of Fernhill, Wadestown, having the long frontages of 315ft to Fernhill-terrace and 200ft to Elizabeth-street.: [833, 563, 959, 657]
ad-body: In the Supreme Court of New Zealand, Wellington District. In the matter of 'The Property Law Consolidation Act, 1883,' and its amendments: And In the matter of a Deed of Mortgage and two Assignments thereof registered as numbers 5 and 6. MESSRS. HARCOURT AND CO. have received instructions from the Registrar of the Supreme Court at Wellington to sell by public auction, at their rooms, 49, Lambton-quay— ALL THAT PIECE OR PARCEL OF LAND containing 64 acres, 2 roods, 26 perches, more or less, being part of Section 23 of the Ohiro District.: [969, 989, 1095, 1128]
ad-body: MESSRS. ABRAHAM & WILLIAMS (Ltd.) will sell by public auction at their yards, Otaki, on above date— 8 prime dairy cows, 14 fat cows, 6 fat sows, 20 weaners, 50 breeding ewes, 100 fat ewes, 20 lambs, 10 fat steers, 9 Yorkshire pigs, 1 draught filly, 1 draught colt, 3 hacks, 1 mare and foal.: [697, 1004, 823, 1079]
ad-body: The residence will be found perfect in all details, and one that can be made a home at once, and is situate in the best description. Title—Land Transfer Act.: [426, 234, 551, 272]
advertisement: [834, 1190, 959, 1360]
advertisement: [562, 605, 687, 686]
column-6: [693, 40, 829, 1447]
ad-heading: IMPORTANT TO MERCHANTS, WAREHOUSEMEN, CAPITALISTS, AND OTHERS.: [566, 691, 682, 720]
advertisement: [426, 1162, 551, 1225]
advertisement: [698, 982, 823, 1086]
advertisement: [698, 798, 823, 976]
advertisement: [969, 1141, 1095, 1194]
date-line: SATURDAY, MARCH 5, 1904.: [538, 7, 877, 33]
ad-body: SALE OF SUPERIOR HOUSEHOLD FURNITURE, ETC. IN OUR ROOMS. MACDONALD, WILSON AND CO. have received instructions from various vendors to sell at their rooms— A large quantity of household furniture. We hold furniture sales in our rooms every week, and in future they will be held on Wednesday instead of Friday. A good class of buyers always present at these sales, and good prices obtained.: [19, 636, 144, 739]
ad-subheading-secondary: AUCTION SALE. 3 SPLENDID BUILDING SITES 3 THE PICK OF THE POPULAR NORTHLAND ESTATE!: [969, 726, 1095, 754]
advertisement: [834, 945, 959, 1124]
advertisement: [426, 685, 551, 738]
ad-body: Terms—10 per cent. deposit, balance to be arranged. Title—Land Transfer.: [426, 477, 551, 496]
advertisement: [291, 712, 416, 827]
ad-body: MACDONALD, WILSON AND CO. are favoured with instructions from the owner to sell by public auction as above— A FIRST-CLASS PROPERTY in the heart of the City, being part of Town Acre No. 184, having a frontage of 26ft to VICTORIA-PLACE, off TINAKORI-ROAD, by a depth of 98ft, upon which is erected a well-built, commodious, and comfortable dwelling, containing seven rooms, hall, passage, kitchen, scullery and bath, with all modern conveniences.: [426, 353, 551, 464]
paper-title: THE EVENING POST,: [237, 7, 531, 34]
ad-subheading: At 2.30 o'clock.: [872, 532, 920, 542]
ad-heading: ABSOLUTE SALE OF VALUABLE UNIMPROVED FARM SECTION, 100 ACRES, NEAR STRATFORD.: [156, 1093, 278, 1122]
